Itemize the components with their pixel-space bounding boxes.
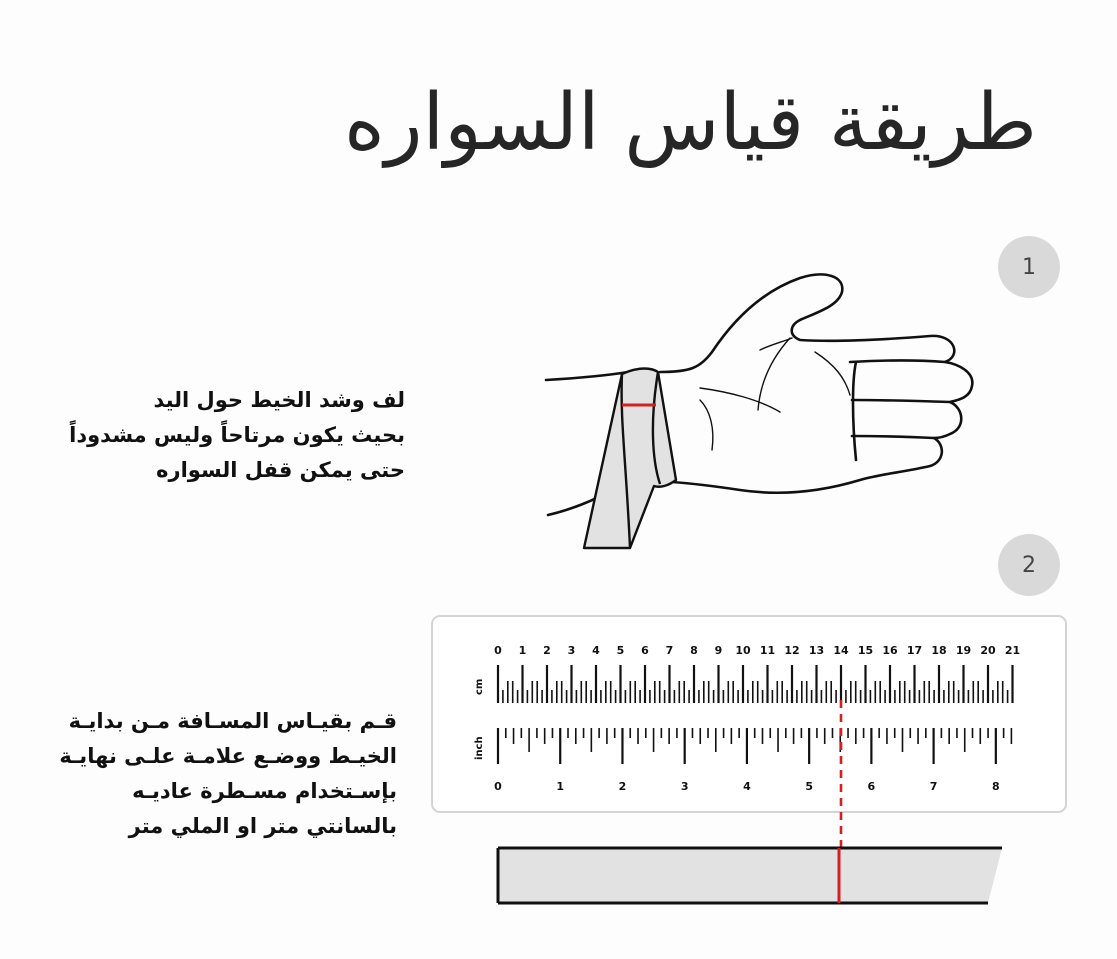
cm-tick-label: 5: [616, 644, 625, 657]
thread-strip-icon: [498, 848, 1002, 903]
inch-tick-label: 3: [680, 780, 689, 793]
step-2-line: بإسـتخدام مسـطرة عاديـه: [132, 779, 397, 803]
step-1-line: بحيث يكون مرتاحاً وليس مشدوداً: [69, 423, 405, 447]
step-2-instructions: [27, 704, 397, 844]
inch-tick-label: 2: [618, 780, 627, 793]
cm-tick-label: 21: [1004, 644, 1021, 657]
inch-tick-label: 8: [992, 780, 1000, 793]
cm-tick-label: 9: [714, 644, 723, 657]
step-2-number: 2: [998, 534, 1060, 596]
cm-tick-label: 17: [906, 644, 923, 657]
thread-band-icon: [584, 369, 676, 549]
cm-unit-label: cm: [474, 678, 485, 695]
inch-tick-label: 7: [929, 780, 938, 793]
inch-tick-label: 6: [867, 780, 876, 793]
inch-tick-label: 4: [743, 780, 751, 793]
cm-tick-label: 12: [784, 644, 800, 657]
inch-tick-label: 1: [556, 780, 565, 793]
cm-tick-label: 2: [543, 644, 551, 657]
cm-tick-label: 10: [735, 644, 751, 657]
cm-tick-label: 1: [518, 644, 527, 657]
cm-tick-label: 4: [592, 644, 600, 657]
cm-tick-label: 20: [980, 644, 996, 657]
step-2-line: قـم بقيـاس المسـافة مـن بدايـة: [68, 709, 397, 733]
step-2-line: بالسانتي متر او الملي متر: [128, 814, 397, 838]
cm-tick-label: 0: [494, 644, 502, 657]
ruler-icon: [432, 616, 1066, 850]
cm-tick-label: 8: [690, 644, 698, 657]
inch-tick-label: 0: [494, 780, 502, 793]
cm-tick-label: 7: [665, 644, 674, 657]
step-2-line: الخيـط ووضـع علامـة علـى نهايـة: [59, 744, 397, 768]
cm-tick-label: 6: [641, 644, 649, 657]
cm-tick-label: 11: [759, 644, 776, 657]
cm-tick-label: 15: [857, 644, 874, 657]
cm-tick-label: 3: [567, 644, 576, 657]
step-1-number: 1: [998, 236, 1060, 298]
cm-tick-label: 19: [955, 644, 972, 657]
cm-tick-label: 16: [882, 644, 898, 657]
step-1-line: حتى يمكن قفل السواره: [156, 458, 405, 482]
inch-tick-label: 5: [805, 780, 813, 793]
cm-tick-label: 14: [833, 644, 849, 657]
page-title: طريقة قياس السواره: [343, 78, 1037, 168]
cm-tick-label: 13: [808, 644, 825, 657]
step-1-instructions: [25, 383, 405, 488]
inch-unit-label: inch: [474, 736, 485, 760]
step-1-line: لف وشد الخيط حول اليد: [153, 388, 405, 412]
cm-tick-label: 18: [931, 644, 947, 657]
